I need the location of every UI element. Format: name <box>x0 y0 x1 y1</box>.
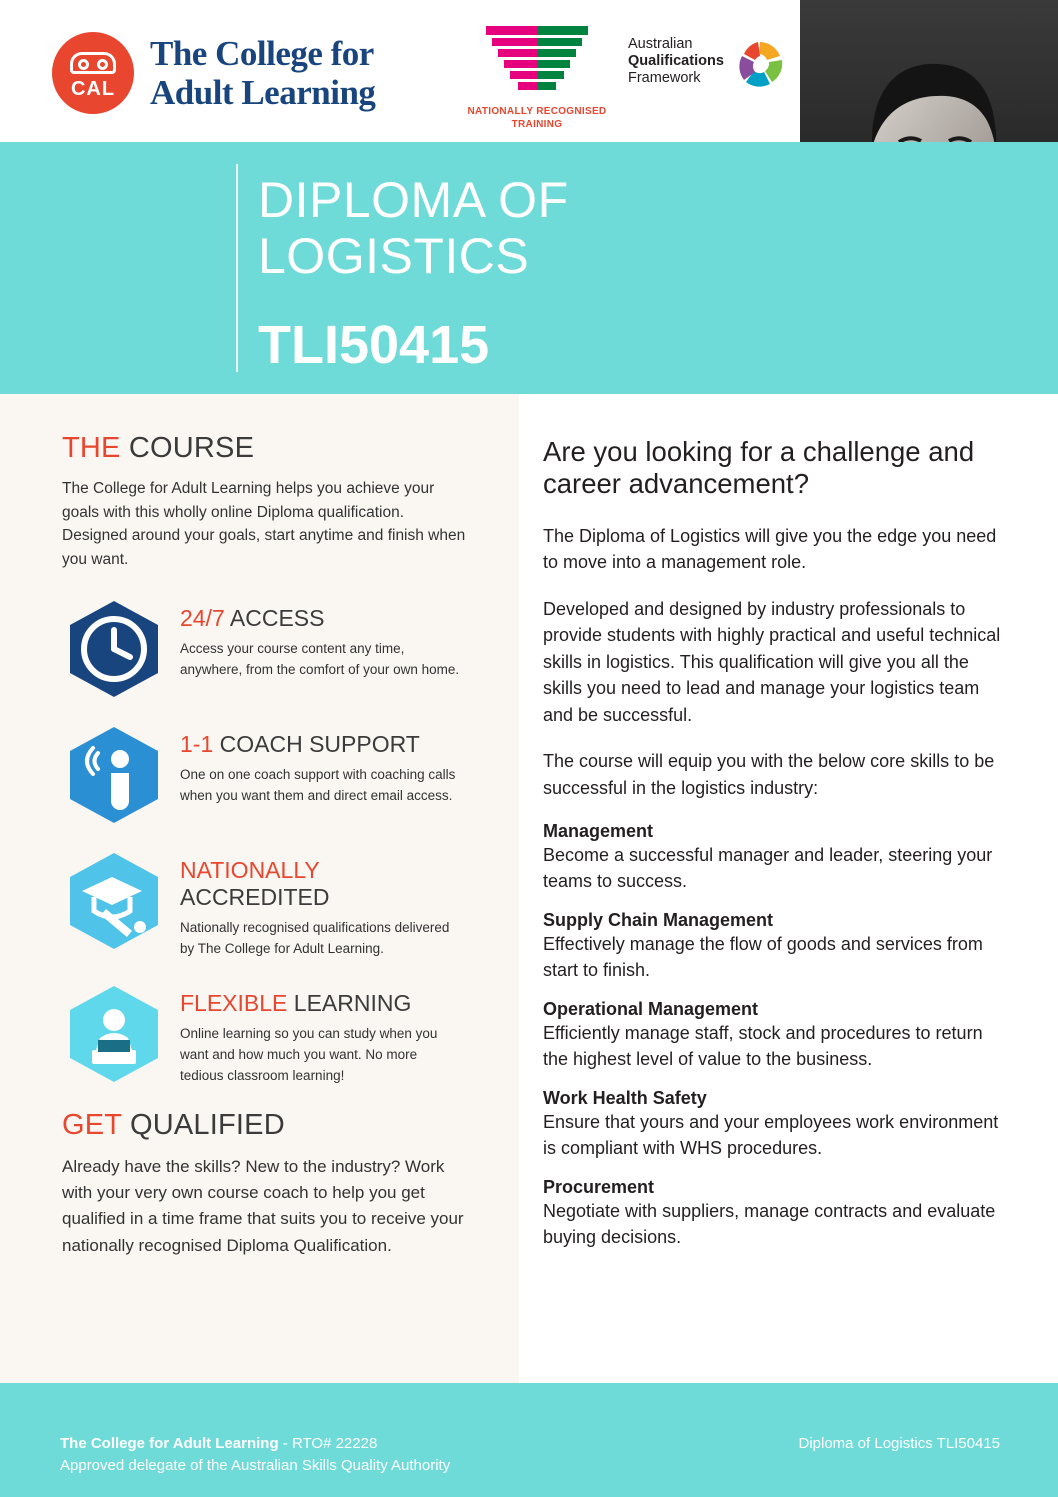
get-qualified-text: Already have the skills? New to the industry? Work with your very own course coach to help you get qualified in a time frame that suits you to receive your nationally recognised Diploma Qualification. <box>62 1156 464 1255</box>
get-qualified-heading <box>62 1109 469 1142</box>
course-title-line2: LOGISTICS <box>258 228 530 284</box>
feature-title-accent: 1-1 <box>180 731 214 758</box>
feature-title <box>180 731 462 758</box>
features-list <box>62 597 469 1087</box>
title-banner <box>0 142 1058 394</box>
footer-left <box>60 1433 450 1477</box>
page-footer <box>0 1427 1058 1497</box>
the-course-heading-rest: COURSE <box>120 432 255 464</box>
intro-paragraph-3: The course will equip you with the below core skills to be successful in the logistics industry: <box>543 751 995 798</box>
aqf-line3: Framework <box>628 70 701 87</box>
feature-title <box>180 990 462 1017</box>
skill-desc: Become a successful manager and leader, steering your teams to success. <box>543 844 993 891</box>
skill-desc: Ensure that yours and your employees work environment is compliant with WHS procedures. <box>543 1112 999 1158</box>
challenge-heading: Are you looking for a challenge and career advancement? <box>543 436 975 500</box>
cal-logo-text: CAL <box>70 78 116 100</box>
footer-delegate: Approved delegate of the Australian Skills Quality Authority <box>60 1456 451 1474</box>
footer-band <box>0 1383 1058 1427</box>
feature-item <box>62 723 469 827</box>
feature-title-rest: ACCREDITED <box>180 884 330 911</box>
aqf-swirl-icon <box>730 36 790 94</box>
nrt-caption <box>462 105 612 131</box>
skill-title: Work Health Safety <box>543 1088 707 1109</box>
right-column <box>519 394 1058 1383</box>
coach-support-icon <box>62 723 166 827</box>
get-qualified-heading-accent: GET <box>62 1108 122 1141</box>
course-code: TLI50415 <box>258 315 490 375</box>
feature-title-accent: FLEXIBLE <box>180 990 288 1017</box>
graduation-cap-icon <box>62 849 166 953</box>
feature-desc: Online learning so you can study when you want and how much you want. No more tedious classroom learning! <box>180 1026 438 1083</box>
get-qualified-section <box>62 1109 469 1259</box>
feature-title <box>180 857 469 911</box>
skill-item <box>543 910 1002 983</box>
skill-item <box>543 999 1002 1072</box>
footer-course-ref: Diploma of Logistics TLI50415 <box>798 1435 1000 1452</box>
skill-item <box>543 1088 1002 1161</box>
nrt-caption-line1: NATIONALLY RECOGNISED <box>467 106 607 117</box>
course-title <box>258 172 569 284</box>
footer-org-name: The College for Adult Learning <box>60 1435 279 1452</box>
aqf-text <box>628 36 724 87</box>
brand-name-line2: Adult Learning <box>150 73 376 112</box>
aqf-logo <box>628 36 790 94</box>
skill-desc: Efficiently manage staff, stock and procedures to return the highest level of value to the business. <box>543 1023 983 1069</box>
feature-title-rest: COACH SUPPORT <box>213 731 420 758</box>
the-course-text: The College for Adult Learning helps you achieve your goals with this wholly online Diploma qualification. Designed around your goals, start anytime and finish when you want. <box>62 480 466 568</box>
aqf-line1: Australian <box>628 36 693 52</box>
intro-paragraph-1: The Diploma of Logistics will give you the edge you need to move into a management role. <box>543 525 997 573</box>
feature-desc: Nationally recognised qualifications delivered by The College for Adult Learning. <box>180 920 450 957</box>
aqf-line2: Qualifications <box>628 53 724 70</box>
the-course-heading <box>62 432 469 465</box>
left-column <box>0 394 519 1383</box>
cal-owl-icon <box>52 32 134 114</box>
skill-desc: Negotiate with suppliers, manage contracts and evaluate buying decisions. <box>543 1201 996 1247</box>
feature-desc: One on one coach support with coaching calls when you want them and direct email access. <box>180 767 456 804</box>
get-qualified-heading-rest: QUALIFIED <box>121 1108 285 1141</box>
feature-title-accent: 24/7 <box>180 605 225 632</box>
intro-paragraph-2: Developed and designed by industry professionals to provide students with highly practical and useful technical skills in logistics. This qualification will give you all the skills you need to lead and manage your logistics team and be successful. <box>543 598 1001 725</box>
skill-item <box>543 1177 1002 1250</box>
brand-name <box>150 34 375 112</box>
the-course-heading-accent: THE <box>62 432 121 464</box>
skill-title: Operational Management <box>543 999 759 1020</box>
nationally-recognised-training-logo <box>462 24 612 131</box>
nrt-caption-line2: TRAINING <box>511 119 563 130</box>
feature-item <box>62 597 469 701</box>
feature-title-rest: LEARNING <box>287 990 412 1017</box>
clock-icon <box>62 597 166 701</box>
banner-divider <box>236 164 238 372</box>
brand-name-line1: The College for <box>150 33 374 73</box>
nrt-bars-icon <box>482 24 592 94</box>
feature-title-accent: NATIONALLY <box>180 857 320 884</box>
course-title-line1: DIPLOMA OF <box>258 172 569 228</box>
page-header <box>0 0 1058 142</box>
skill-title: Supply Chain Management <box>543 910 774 931</box>
feature-item <box>62 982 469 1087</box>
feature-title-rest: ACCESS <box>224 605 325 632</box>
skill-title: Management <box>543 820 654 841</box>
online-learner-icon <box>62 982 166 1086</box>
feature-item <box>62 849 469 960</box>
skill-desc: Effectively manage the flow of goods and services from start to finish. <box>543 934 983 980</box>
skill-item <box>543 821 1002 894</box>
footer-rto: - RTO# 22228 <box>278 1435 378 1452</box>
cal-logo <box>52 32 375 114</box>
feature-title <box>180 605 462 632</box>
footer-org-line <box>60 1433 450 1455</box>
skill-title: Procurement <box>543 1177 655 1198</box>
feature-desc: Access your course content any time, anywhere, from the comfort of your own home. <box>180 641 460 678</box>
